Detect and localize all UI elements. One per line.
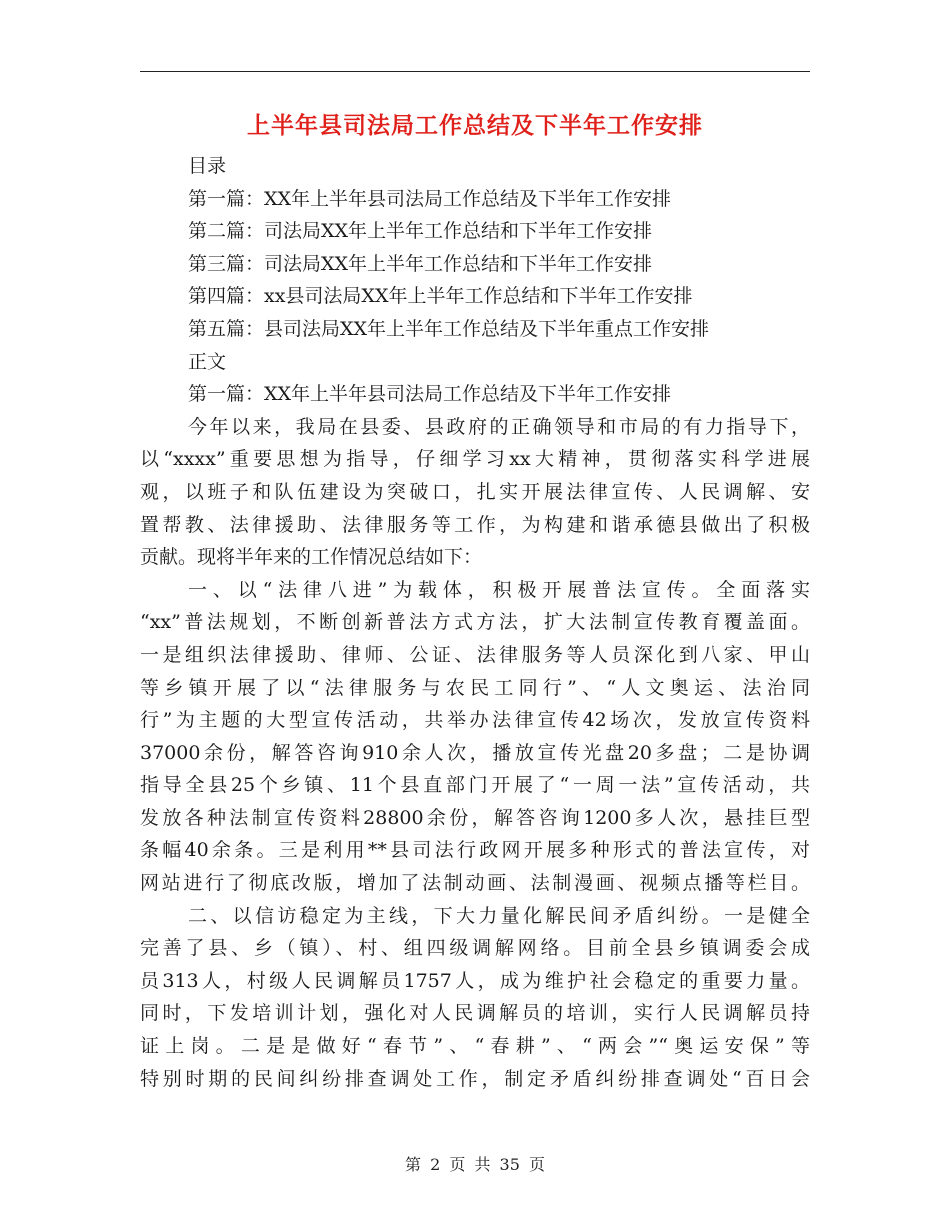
- paragraph-one-line: 网站进行了彻底改版，增加了法制动画、法制漫画、视频点播等栏目。: [140, 872, 810, 895]
- paragraph-intro-line: 今年以来，我局在县委、县政府的正确领导和市局的有力指导下，: [188, 415, 810, 438]
- toc-heading: 目录: [188, 155, 227, 177]
- paragraph-one-line: 一是组织法律援助、律师、公证、法律服务等人员深化到八家、甲山: [140, 643, 810, 666]
- paragraph-one-line: 条幅40余条。三是利用**县司法行政网开展多种形式的普法宣传，对: [140, 839, 810, 862]
- top-rule: [140, 71, 810, 72]
- toc-item-3: 第三篇：司法局XX年上半年工作总结和下半年工作安排: [188, 252, 653, 275]
- paragraph-one-line: 行”为主题的大型宣传活动，共举办法律宣传42场次，发放宣传资料: [140, 709, 810, 732]
- body-heading: 正文: [188, 350, 227, 373]
- paragraph-intro-line: 观，以班子和队伍建设为突破口，扎实开展法律宣传、人民调解、安: [140, 480, 810, 503]
- paragraph-intro-line: 以“xxxx”重要思想为指导，仔细学习xx大精神，贯彻落实科学进展: [140, 448, 810, 471]
- paragraph-intro-line: 置帮教、法律援助、法律服务等工作，为构建和谐承德县做出了积极: [140, 513, 810, 536]
- paragraph-two-line: 员313人，村级人民调解员1757人，成为维护社会稳定的重要力量。: [140, 969, 810, 992]
- paragraph-one-line: “xx”普法规划，不断创新普法方式方法，扩大法制宣传教育覆盖面。: [140, 611, 810, 634]
- paragraph-two-line: 证上岗。二是是做好“春节”、“春耕”、“两会”“奥运安保”等: [140, 1035, 810, 1058]
- toc-item-5: 第五篇：县司法局XX年上半年工作总结及下半年重点工作安排: [188, 317, 710, 340]
- paragraph-one-line: 等乡镇开展了以“法律服务与农民工同行”、“人文奥运、法治同: [140, 676, 810, 699]
- toc-item-4: 第四篇：xx县司法局XX年上半年工作总结和下半年工作安排: [188, 285, 693, 308]
- paragraph-two-line: 同时，下发培训计划，强化对人民调解员的培训，实行人民调解员持: [140, 1002, 810, 1025]
- paragraph-two-line: 特别时期的民间纠纷排查调处工作，制定矛盾纠纷排查调处“百日会: [140, 1067, 810, 1090]
- paragraph-two-line: 完善了县、乡（镇）、村、组四级调解网络。目前全县乡镇调委会成: [140, 937, 810, 960]
- paragraph-intro-line: 贡献。现将半年来的工作情况总结如下：: [140, 546, 483, 569]
- paragraph-one-line: 指导全县25个乡镇、11个县直部门开展了“一周一法”宣传活动，共: [140, 774, 810, 797]
- page-footer: 第 2 页 共 35 页: [405, 1155, 545, 1174]
- paragraph-one-line: 37000余份，解答咨询910余人次，播放宣传光盘20多盘；二是协调: [140, 741, 810, 764]
- chapter-title: 第一篇：XX年上半年县司法局工作总结及下半年工作安排: [188, 383, 672, 406]
- paragraph-two-line: 二、以信访稳定为主线，下大力量化解民间矛盾纠纷。一是健全: [188, 904, 810, 927]
- page-title: 上半年县司法局工作总结及下半年工作安排: [247, 112, 703, 139]
- paragraph-one-line: 发放各种法制宣传资料28800余份，解答咨询1200多人次，悬挂巨型: [140, 806, 810, 829]
- document-body: [140, 150, 810, 1095]
- paragraph-one-line: 一、以“法律八进”为载体，积极开展普法宣传。全面落实: [188, 578, 810, 601]
- toc-item-1: 第一篇：XX年上半年县司法局工作总结及下半年工作安排: [188, 187, 672, 210]
- toc-item-2: 第二篇：司法局XX年上半年工作总结和下半年工作安排: [188, 220, 653, 243]
